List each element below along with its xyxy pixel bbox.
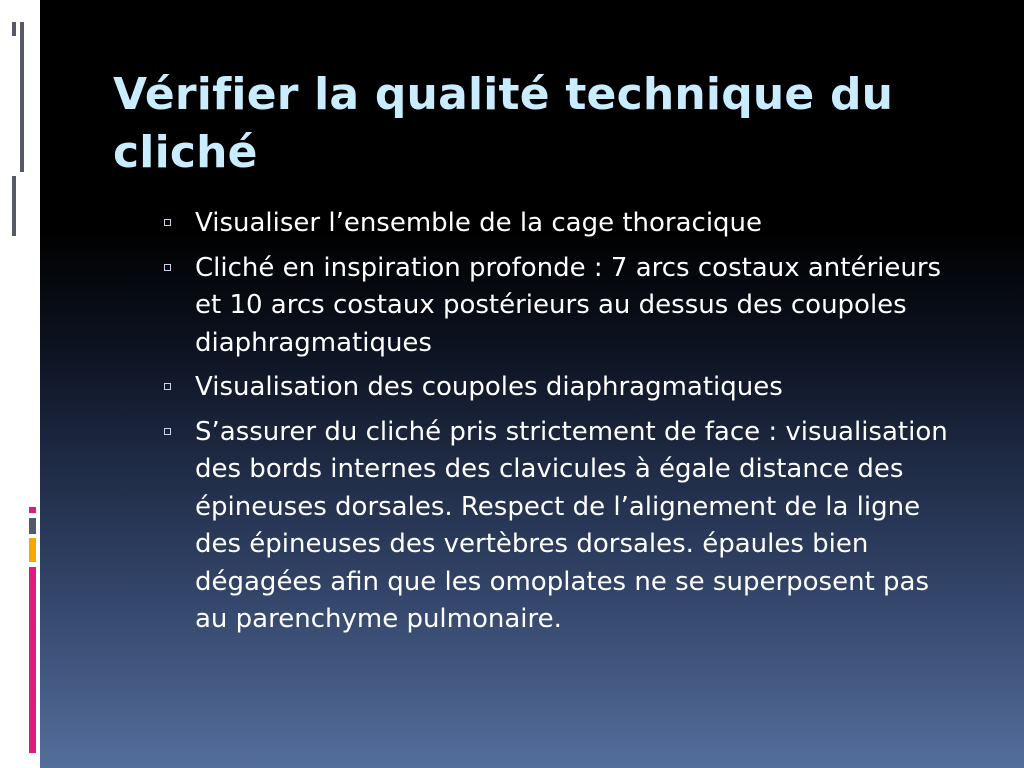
square-bullet-icon	[164, 428, 171, 435]
bullet-text: Visualisation des coupoles diaphragmatiques	[195, 372, 783, 402]
accent-bar-yellow	[29, 538, 36, 562]
decor-bar	[12, 22, 16, 36]
bullet-list	[160, 205, 960, 646]
decor-bar	[20, 22, 24, 172]
bullet-item	[160, 369, 960, 407]
left-decor-strip	[0, 0, 40, 768]
accent-bar-gray	[29, 518, 36, 534]
bullet-text: Visualiser l’ensemble de la cage thoracique	[195, 208, 763, 238]
square-bullet-icon	[164, 219, 171, 226]
slide-title: Vérifier la qualité technique du cliché	[113, 69, 894, 178]
square-bullet-icon	[164, 264, 171, 271]
accent-bar-pink	[29, 507, 36, 513]
square-bullet-icon	[164, 383, 171, 390]
decor-bar	[12, 176, 16, 236]
bullet-item	[160, 250, 960, 363]
bullet-item	[160, 205, 960, 243]
accent-bar-pink-long	[29, 567, 36, 753]
bullet-text: Cliché en inspiration profonde : 7 arcs costaux antérieurs et 10 arcs costaux postérieurs au dessus des coupoles diaphragmatiques	[195, 252, 942, 358]
bullet-text: S’assurer du cliché pris strictement de face : visualisation des bords internes des clavicules à égale distance des épineuses dorsales. Respect de l’alignement de la ligne des épineuses des vertèbres dorsales. épaules bien dégagées afin que les omoplates ne se superposent pas au parenchyme pulmonaire.	[195, 416, 948, 634]
bullet-item	[160, 414, 960, 639]
